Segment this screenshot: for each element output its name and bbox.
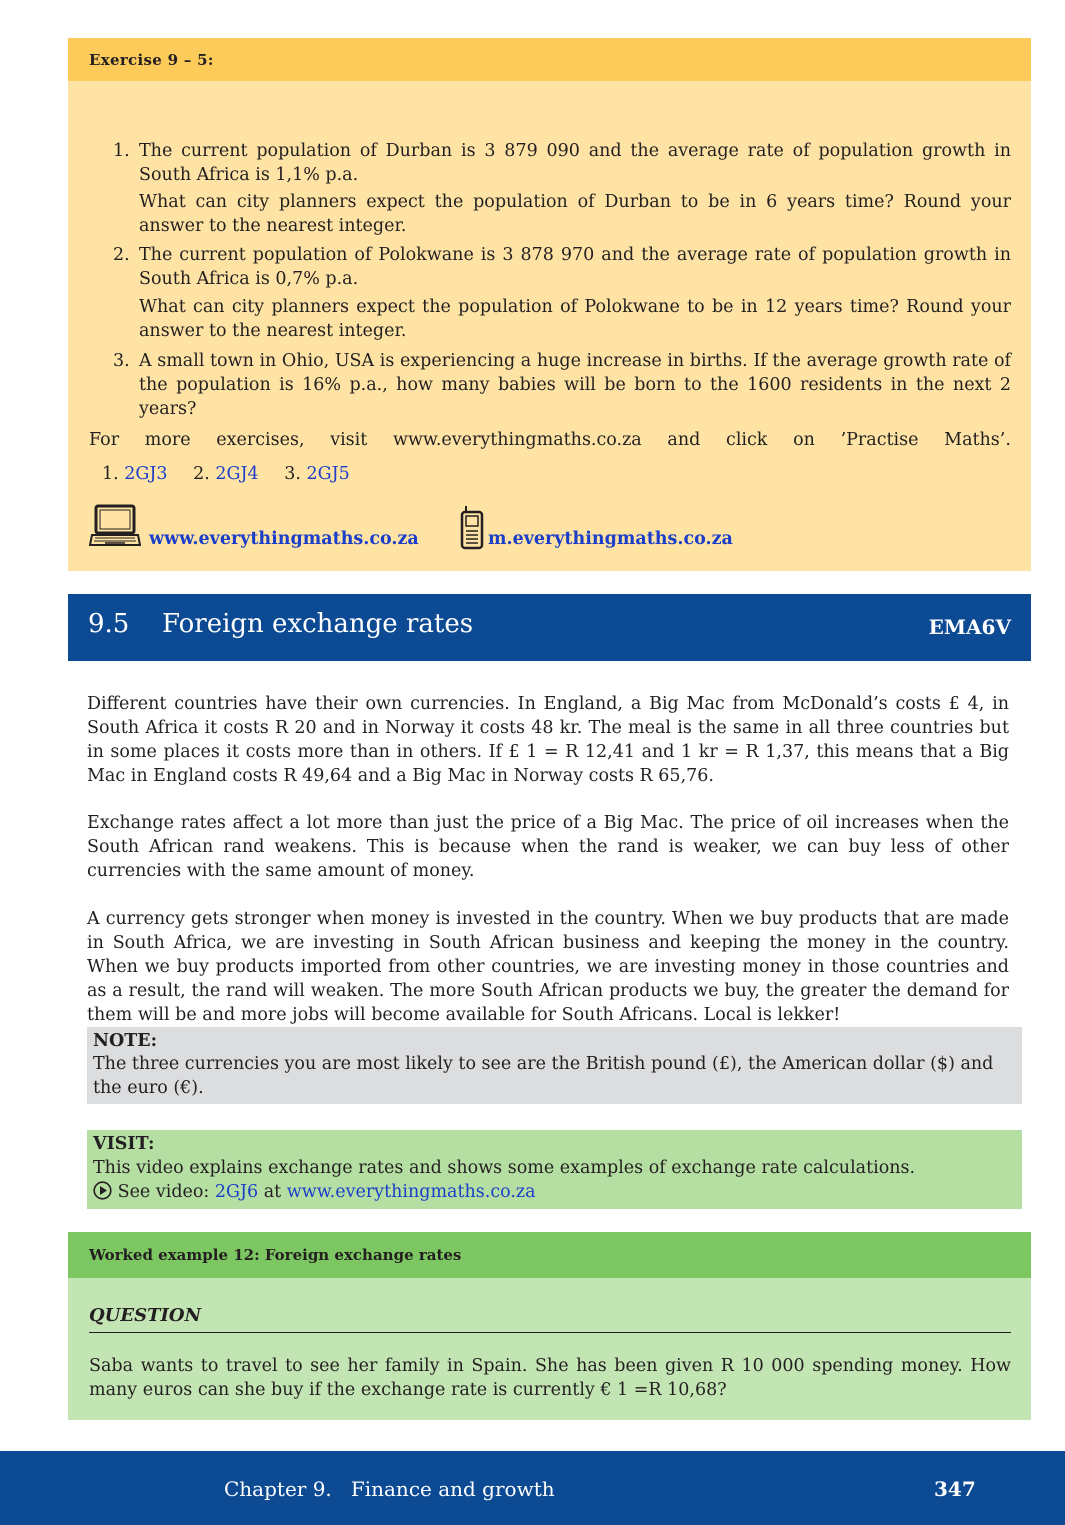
worked-example-title: Worked example 12: Foreign exchange rates — [89, 1246, 462, 1264]
exercise-item — [113, 243, 1011, 343]
section-title: Foreign exchange rates — [162, 609, 474, 639]
footer-chapter: Chapter 9. Finance and growth — [224, 1477, 555, 1501]
code-number: 3. — [284, 464, 301, 484]
exercise-header — [68, 38, 1031, 81]
exercise-title: Exercise 9 – 5: — [89, 51, 214, 69]
section-number: 9.5 — [88, 609, 130, 639]
visit-box — [87, 1130, 1022, 1209]
question-divider — [89, 1332, 1011, 1333]
practice-code-link[interactable]: 2GJ3 — [124, 464, 168, 484]
visit-text: This video explains exchange rates and shows some examples of exchange rate calculations. — [93, 1158, 916, 1178]
more-word: and — [667, 430, 701, 450]
question-text: Saba wants to travel to see her family in Spain. She has been given R 10 000 spending money. How many euros can she buy if the exchange rate is currently € 1 =R 10,68? — [89, 1356, 1011, 1400]
item-number: 3. — [113, 351, 130, 371]
body-paragraph: A currency gets stronger when money is invested in the country. When we buy products that are made in South Africa, we are investing in South African business and keeping the money in the country. When we buy products imported from other countries, we are investing money in those countries and as a result, the rand will weaken. The more South African products we buy, the greater the demand for them will be and more jobs will become available for South Africans. Local is lekker! — [87, 909, 1009, 1025]
item-text: The current population of Polokwane is 3 878 970 and the average rate of population growth in South Africa is 0,7% p.a. — [139, 245, 1011, 289]
more-word: Maths’. — [944, 430, 1011, 450]
more-word: For — [89, 430, 120, 450]
section-header — [68, 594, 1031, 661]
code-number: 1. — [102, 464, 119, 484]
practice-codes — [102, 462, 350, 486]
more-word: click — [726, 430, 768, 450]
item-text: A small town in Ohio, USA is experiencing a huge increase in births. If the average growth rate of the population is 16% p.a., how many babies will be born to the 1600 residents in the next 2 years? — [139, 351, 1011, 419]
more-word: exercises, — [216, 430, 305, 450]
note-box — [87, 1027, 1022, 1104]
page-number: 347 — [934, 1477, 976, 1501]
more-exercises-line — [89, 428, 1011, 452]
practice-code-link[interactable]: 2GJ4 — [215, 464, 259, 484]
note-label: NOTE: — [93, 1031, 158, 1051]
note-text: The three currencies you are most likely to see are the British pound (£), the American dollar ($) and the euro (€). — [93, 1054, 994, 1098]
web-link[interactable]: www.everythingmaths.co.za — [149, 529, 419, 549]
body-paragraph: Exchange rates affect a lot more than just the price of a Big Mac. The price of oil increases when the South African rand weakens. This is because when the rand is weaker, we can buy less of other currencies with the same amount of money. — [87, 813, 1009, 881]
code-number: 2. — [193, 464, 210, 484]
mobile-phone-icon — [460, 506, 484, 550]
worked-example-box — [68, 1232, 1031, 1420]
practice-code-link[interactable]: 2GJ5 — [306, 464, 350, 484]
see-video-label: See video: — [117, 1182, 210, 1202]
exercise-item — [113, 139, 1011, 238]
video-line — [93, 1180, 1016, 1207]
item-text: The current population of Durban is 3 879 090 and the average rate of population growth in South Africa is 1,1% p.a. — [139, 141, 1011, 185]
more-word: visit — [330, 430, 368, 450]
worked-example-header — [68, 1232, 1031, 1278]
play-icon[interactable] — [93, 1181, 112, 1207]
more-word-site[interactable]: www.everythingmaths.co.za — [392, 430, 642, 450]
item-text: What can city planners expect the population of Polokwane to be in 12 years time? Round your answer to the nearest integer. — [139, 297, 1011, 341]
body-paragraph: Different countries have their own currencies. In England, a Big Mac from McDonald’s costs £ 4, in South Africa it costs R 20 and in Norway it costs 48 kr. The meal is the same in all three countries but in some places it costs more than in others. If £ 1 = R 12,41 and 1 kr = R 1,37, this means that a Big Mac in England costs R 49,64 and a Big Mac in Norway costs R 65,76. — [87, 694, 1009, 786]
exercise-box — [68, 38, 1031, 571]
more-word: more — [144, 430, 191, 450]
item-number: 1. — [113, 141, 130, 161]
question-label: QUESTION — [89, 1305, 202, 1326]
item-number: 2. — [113, 245, 130, 265]
video-code-link[interactable]: 2GJ6 — [214, 1182, 259, 1202]
section-code: EMA6V — [928, 615, 1011, 639]
mobile-link[interactable]: m.everythingmaths.co.za — [488, 529, 733, 549]
item-text: What can city planners expect the population of Durban to be in 6 years time? Round your answer to the nearest integer. — [139, 192, 1011, 236]
more-word: ’Practise — [840, 430, 919, 450]
video-site-link[interactable]: www.everythingmaths.co.za — [286, 1182, 536, 1202]
laptop-icon — [89, 504, 141, 548]
exercise-item — [113, 349, 1011, 421]
more-word: on — [793, 430, 815, 450]
at-word: at — [263, 1182, 282, 1202]
visit-label: VISIT: — [93, 1134, 155, 1154]
page-footer — [0, 1451, 1065, 1525]
